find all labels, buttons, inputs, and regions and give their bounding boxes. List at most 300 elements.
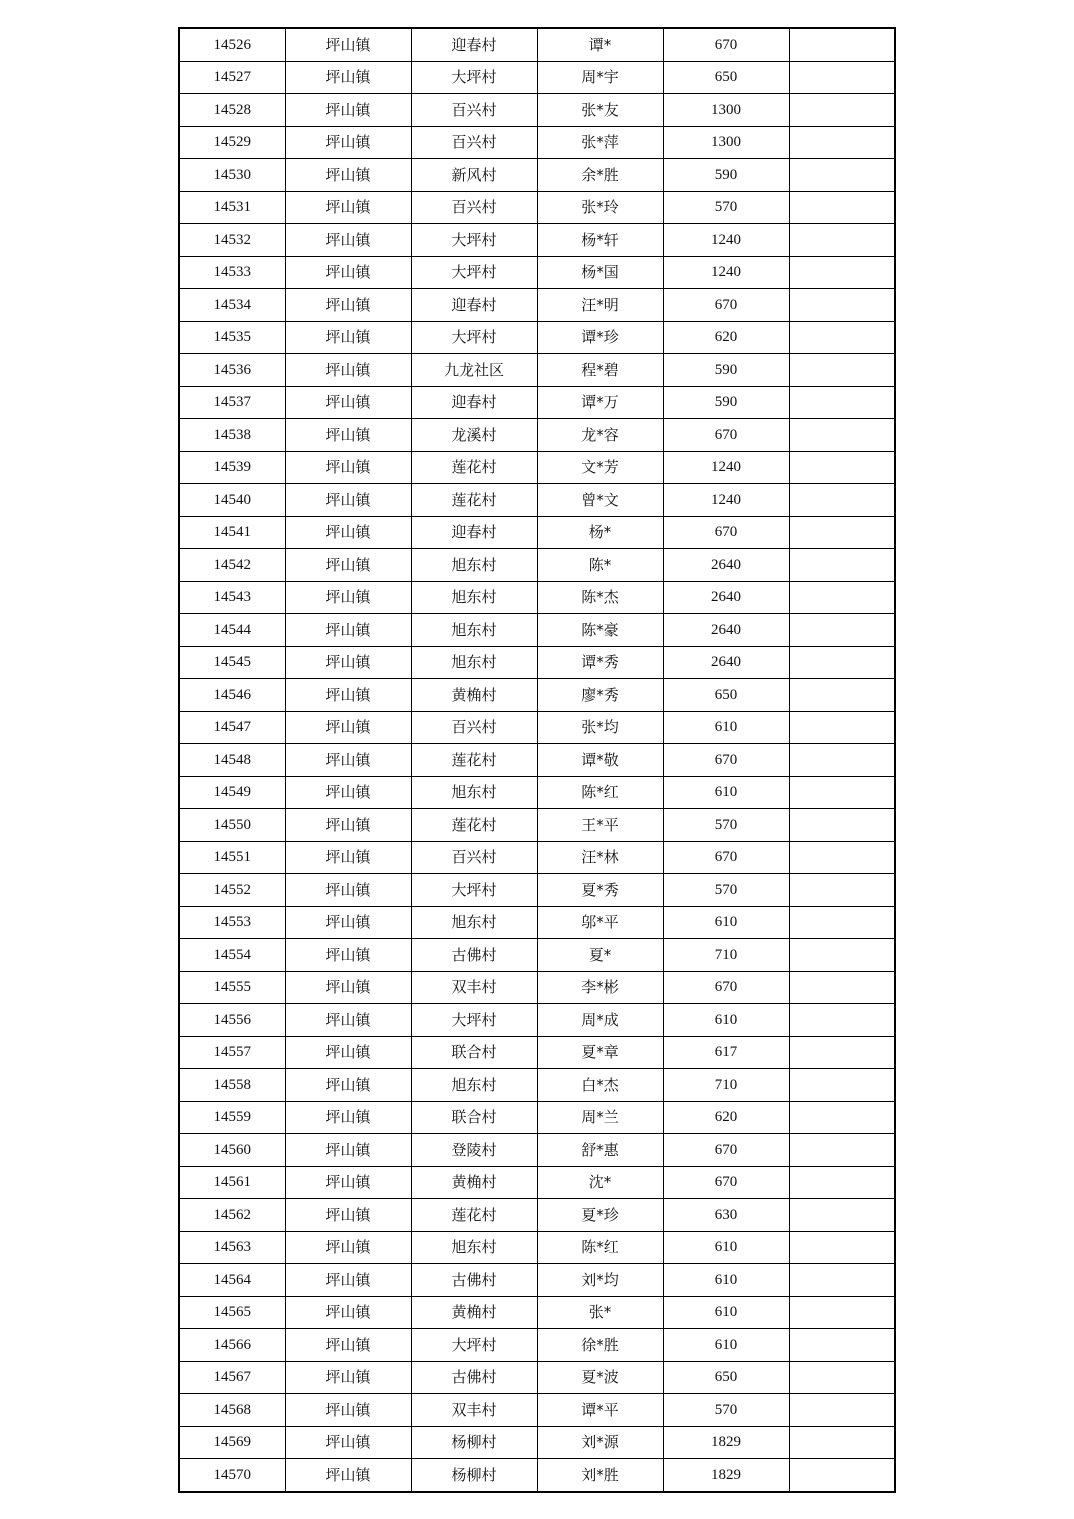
name-cell: 陈*杰 — [537, 581, 663, 614]
town-cell: 坪山镇 — [285, 354, 411, 387]
remark-cell — [789, 1296, 895, 1329]
village-cell: 百兴村 — [411, 126, 537, 159]
town-cell: 坪山镇 — [285, 549, 411, 582]
town-cell: 坪山镇 — [285, 1394, 411, 1427]
remark-cell — [789, 1101, 895, 1134]
remark-cell — [789, 1361, 895, 1394]
amount-cell: 1829 — [663, 1459, 789, 1492]
name-cell: 张*友 — [537, 94, 663, 127]
serial-number-cell: 14534 — [179, 289, 285, 322]
village-cell: 旭东村 — [411, 776, 537, 809]
table-row — [179, 321, 895, 354]
table-row — [179, 1296, 895, 1329]
town-cell: 坪山镇 — [285, 809, 411, 842]
serial-number-cell: 14526 — [179, 28, 285, 61]
remark-cell — [789, 1459, 895, 1492]
amount-cell: 2640 — [663, 549, 789, 582]
name-cell: 夏*珍 — [537, 1199, 663, 1232]
name-cell: 李*彬 — [537, 971, 663, 1004]
town-cell: 坪山镇 — [285, 451, 411, 484]
serial-number-cell: 14570 — [179, 1459, 285, 1492]
village-cell: 旭东村 — [411, 646, 537, 679]
remark-cell — [789, 679, 895, 712]
amount-cell: 590 — [663, 386, 789, 419]
remark-cell — [789, 1134, 895, 1167]
remark-cell — [789, 419, 895, 452]
serial-number-cell: 14531 — [179, 191, 285, 224]
town-cell: 坪山镇 — [285, 1361, 411, 1394]
remark-cell — [789, 1264, 895, 1297]
table-row — [179, 1231, 895, 1264]
amount-cell: 610 — [663, 1296, 789, 1329]
serial-number-cell: 14566 — [179, 1329, 285, 1362]
table-row — [179, 484, 895, 517]
amount-cell: 610 — [663, 776, 789, 809]
name-cell: 陈*豪 — [537, 614, 663, 647]
amount-cell: 1240 — [663, 451, 789, 484]
name-cell: 王*平 — [537, 809, 663, 842]
village-cell: 龙溪村 — [411, 419, 537, 452]
name-cell: 刘*源 — [537, 1426, 663, 1459]
village-cell: 大坪村 — [411, 874, 537, 907]
village-cell: 百兴村 — [411, 94, 537, 127]
name-cell: 张*萍 — [537, 126, 663, 159]
name-cell: 夏* — [537, 939, 663, 972]
village-cell: 旭东村 — [411, 581, 537, 614]
table-row — [179, 971, 895, 1004]
name-cell: 杨*轩 — [537, 224, 663, 257]
amount-cell: 2640 — [663, 614, 789, 647]
remark-cell — [789, 159, 895, 192]
table-row — [179, 1036, 895, 1069]
town-cell: 坪山镇 — [285, 484, 411, 517]
village-cell: 杨柳村 — [411, 1459, 537, 1492]
table-row — [179, 1134, 895, 1167]
serial-number-cell: 14559 — [179, 1101, 285, 1134]
name-cell: 曾*文 — [537, 484, 663, 517]
amount-cell: 570 — [663, 809, 789, 842]
name-cell: 杨*国 — [537, 256, 663, 289]
town-cell: 坪山镇 — [285, 386, 411, 419]
name-cell: 周*兰 — [537, 1101, 663, 1134]
remark-cell — [789, 1426, 895, 1459]
table-row — [179, 289, 895, 322]
town-cell: 坪山镇 — [285, 679, 411, 712]
table-row — [179, 906, 895, 939]
remark-cell — [789, 321, 895, 354]
remark-cell — [789, 191, 895, 224]
name-cell: 陈* — [537, 549, 663, 582]
table-row — [179, 354, 895, 387]
remark-cell — [789, 1004, 895, 1037]
name-cell: 谭*平 — [537, 1394, 663, 1427]
name-cell: 龙*容 — [537, 419, 663, 452]
town-cell: 坪山镇 — [285, 224, 411, 257]
amount-cell: 570 — [663, 874, 789, 907]
village-cell: 大坪村 — [411, 61, 537, 94]
remark-cell — [789, 776, 895, 809]
serial-number-cell: 14543 — [179, 581, 285, 614]
amount-cell: 650 — [663, 61, 789, 94]
table-row — [179, 1004, 895, 1037]
serial-number-cell: 14527 — [179, 61, 285, 94]
village-cell: 百兴村 — [411, 841, 537, 874]
table-row — [179, 1329, 895, 1362]
remark-cell — [789, 516, 895, 549]
amount-cell: 650 — [663, 1361, 789, 1394]
amount-cell: 710 — [663, 939, 789, 972]
remark-cell — [789, 1036, 895, 1069]
town-cell: 坪山镇 — [285, 94, 411, 127]
village-cell: 九龙社区 — [411, 354, 537, 387]
serial-number-cell: 14552 — [179, 874, 285, 907]
serial-number-cell: 14528 — [179, 94, 285, 127]
amount-cell: 1240 — [663, 224, 789, 257]
serial-number-cell: 14567 — [179, 1361, 285, 1394]
table-row — [179, 126, 895, 159]
remark-cell — [789, 289, 895, 322]
table-row — [179, 451, 895, 484]
name-cell: 廖*秀 — [537, 679, 663, 712]
table-row — [179, 1069, 895, 1102]
name-cell: 文*芳 — [537, 451, 663, 484]
name-cell: 夏*章 — [537, 1036, 663, 1069]
town-cell: 坪山镇 — [285, 289, 411, 322]
name-cell: 舒*惠 — [537, 1134, 663, 1167]
table-row — [179, 1394, 895, 1427]
serial-number-cell: 14569 — [179, 1426, 285, 1459]
amount-cell: 1240 — [663, 256, 789, 289]
table-row — [179, 614, 895, 647]
remark-cell — [789, 386, 895, 419]
amount-cell: 670 — [663, 28, 789, 61]
village-cell: 莲花村 — [411, 451, 537, 484]
serial-number-cell: 14565 — [179, 1296, 285, 1329]
serial-number-cell: 14540 — [179, 484, 285, 517]
town-cell: 坪山镇 — [285, 1004, 411, 1037]
town-cell: 坪山镇 — [285, 841, 411, 874]
name-cell: 周*成 — [537, 1004, 663, 1037]
table-row — [179, 711, 895, 744]
amount-cell: 670 — [663, 971, 789, 1004]
table-row — [179, 516, 895, 549]
name-cell: 陈*红 — [537, 776, 663, 809]
name-cell: 周*宇 — [537, 61, 663, 94]
remark-cell — [789, 711, 895, 744]
amount-cell: 670 — [663, 841, 789, 874]
village-cell: 古佛村 — [411, 1264, 537, 1297]
remark-cell — [789, 809, 895, 842]
serial-number-cell: 14546 — [179, 679, 285, 712]
name-cell: 刘*胜 — [537, 1459, 663, 1492]
town-cell: 坪山镇 — [285, 1426, 411, 1459]
amount-cell: 670 — [663, 1166, 789, 1199]
remark-cell — [789, 451, 895, 484]
remark-cell — [789, 256, 895, 289]
remark-cell — [789, 126, 895, 159]
village-cell: 双丰村 — [411, 971, 537, 1004]
village-cell: 旭东村 — [411, 549, 537, 582]
town-cell: 坪山镇 — [285, 1459, 411, 1492]
town-cell: 坪山镇 — [285, 776, 411, 809]
serial-number-cell: 14535 — [179, 321, 285, 354]
town-cell: 坪山镇 — [285, 516, 411, 549]
table-row — [179, 776, 895, 809]
table-row — [179, 1199, 895, 1232]
serial-number-cell: 14556 — [179, 1004, 285, 1037]
remark-cell — [789, 939, 895, 972]
table-row — [179, 1459, 895, 1492]
table-row — [179, 549, 895, 582]
amount-cell: 670 — [663, 419, 789, 452]
serial-number-cell: 14533 — [179, 256, 285, 289]
name-cell: 谭*秀 — [537, 646, 663, 679]
amount-cell: 1300 — [663, 126, 789, 159]
town-cell: 坪山镇 — [285, 744, 411, 777]
serial-number-cell: 14562 — [179, 1199, 285, 1232]
amount-cell: 610 — [663, 1264, 789, 1297]
remark-cell — [789, 906, 895, 939]
amount-cell: 620 — [663, 321, 789, 354]
town-cell: 坪山镇 — [285, 581, 411, 614]
name-cell: 邬*平 — [537, 906, 663, 939]
town-cell: 坪山镇 — [285, 419, 411, 452]
village-cell: 迎春村 — [411, 516, 537, 549]
serial-number-cell: 14548 — [179, 744, 285, 777]
amount-cell: 1300 — [663, 94, 789, 127]
remark-cell — [789, 1166, 895, 1199]
name-cell: 汪*明 — [537, 289, 663, 322]
village-cell: 登陵村 — [411, 1134, 537, 1167]
amount-cell: 620 — [663, 1101, 789, 1134]
amount-cell: 670 — [663, 516, 789, 549]
remark-cell — [789, 224, 895, 257]
name-cell: 白*杰 — [537, 1069, 663, 1102]
village-cell: 黄桷村 — [411, 1296, 537, 1329]
village-cell: 黄桷村 — [411, 1166, 537, 1199]
town-cell: 坪山镇 — [285, 1166, 411, 1199]
name-cell: 夏*波 — [537, 1361, 663, 1394]
serial-number-cell: 14547 — [179, 711, 285, 744]
table-row — [179, 939, 895, 972]
name-cell: 谭*万 — [537, 386, 663, 419]
remark-cell — [789, 354, 895, 387]
amount-cell: 1829 — [663, 1426, 789, 1459]
serial-number-cell: 14544 — [179, 614, 285, 647]
serial-number-cell: 14538 — [179, 419, 285, 452]
village-cell: 旭东村 — [411, 906, 537, 939]
remark-cell — [789, 28, 895, 61]
table-row — [179, 1264, 895, 1297]
name-cell: 杨* — [537, 516, 663, 549]
serial-number-cell: 14561 — [179, 1166, 285, 1199]
remark-cell — [789, 581, 895, 614]
amount-cell: 610 — [663, 711, 789, 744]
village-cell: 旭东村 — [411, 1069, 537, 1102]
serial-number-cell: 14568 — [179, 1394, 285, 1427]
amount-cell: 570 — [663, 191, 789, 224]
remark-cell — [789, 646, 895, 679]
village-cell: 大坪村 — [411, 1329, 537, 1362]
serial-number-cell: 14551 — [179, 841, 285, 874]
name-cell: 刘*均 — [537, 1264, 663, 1297]
amount-cell: 610 — [663, 1329, 789, 1362]
village-cell: 联合村 — [411, 1036, 537, 1069]
village-cell: 大坪村 — [411, 1004, 537, 1037]
town-cell: 坪山镇 — [285, 1101, 411, 1134]
town-cell: 坪山镇 — [285, 1069, 411, 1102]
town-cell: 坪山镇 — [285, 1264, 411, 1297]
amount-cell: 617 — [663, 1036, 789, 1069]
name-cell: 沈* — [537, 1166, 663, 1199]
remark-cell — [789, 841, 895, 874]
village-cell: 古佛村 — [411, 939, 537, 972]
serial-number-cell: 14555 — [179, 971, 285, 1004]
table-row — [179, 191, 895, 224]
village-cell: 旭东村 — [411, 1231, 537, 1264]
village-cell: 莲花村 — [411, 484, 537, 517]
name-cell: 汪*林 — [537, 841, 663, 874]
serial-number-cell: 14563 — [179, 1231, 285, 1264]
town-cell: 坪山镇 — [285, 159, 411, 192]
name-cell: 谭*敬 — [537, 744, 663, 777]
serial-number-cell: 14541 — [179, 516, 285, 549]
remark-cell — [789, 1069, 895, 1102]
table-row — [179, 159, 895, 192]
serial-number-cell: 14550 — [179, 809, 285, 842]
village-cell: 大坪村 — [411, 256, 537, 289]
town-cell: 坪山镇 — [285, 191, 411, 224]
remark-cell — [789, 614, 895, 647]
serial-number-cell: 14564 — [179, 1264, 285, 1297]
remark-cell — [789, 874, 895, 907]
village-cell: 莲花村 — [411, 744, 537, 777]
remark-cell — [789, 1199, 895, 1232]
table-row — [179, 841, 895, 874]
amount-cell: 670 — [663, 289, 789, 322]
table-row — [179, 1426, 895, 1459]
table-row — [179, 28, 895, 61]
town-cell: 坪山镇 — [285, 1296, 411, 1329]
name-cell: 谭*珍 — [537, 321, 663, 354]
serial-number-cell: 14542 — [179, 549, 285, 582]
amount-cell: 2640 — [663, 581, 789, 614]
table-row — [179, 1101, 895, 1134]
village-cell: 迎春村 — [411, 289, 537, 322]
remark-cell — [789, 1231, 895, 1264]
town-cell: 坪山镇 — [285, 711, 411, 744]
town-cell: 坪山镇 — [285, 646, 411, 679]
table-row — [179, 1361, 895, 1394]
village-cell: 新风村 — [411, 159, 537, 192]
town-cell: 坪山镇 — [285, 1036, 411, 1069]
remark-cell — [789, 744, 895, 777]
town-cell: 坪山镇 — [285, 256, 411, 289]
village-cell: 旭东村 — [411, 614, 537, 647]
amount-cell: 670 — [663, 744, 789, 777]
serial-number-cell: 14536 — [179, 354, 285, 387]
name-cell: 程*碧 — [537, 354, 663, 387]
village-cell: 双丰村 — [411, 1394, 537, 1427]
amount-cell: 650 — [663, 679, 789, 712]
amount-cell: 1240 — [663, 484, 789, 517]
serial-number-cell: 14560 — [179, 1134, 285, 1167]
village-cell: 迎春村 — [411, 386, 537, 419]
table-row — [179, 61, 895, 94]
town-cell: 坪山镇 — [285, 61, 411, 94]
town-cell: 坪山镇 — [285, 939, 411, 972]
table-row — [179, 386, 895, 419]
serial-number-cell: 14557 — [179, 1036, 285, 1069]
town-cell: 坪山镇 — [285, 1231, 411, 1264]
name-cell: 谭* — [537, 28, 663, 61]
town-cell: 坪山镇 — [285, 1134, 411, 1167]
name-cell: 徐*胜 — [537, 1329, 663, 1362]
town-cell: 坪山镇 — [285, 614, 411, 647]
village-cell: 百兴村 — [411, 711, 537, 744]
serial-number-cell: 14532 — [179, 224, 285, 257]
amount-cell: 590 — [663, 159, 789, 192]
serial-number-cell: 14554 — [179, 939, 285, 972]
village-cell: 百兴村 — [411, 191, 537, 224]
table-row — [179, 646, 895, 679]
table-row — [179, 679, 895, 712]
village-cell: 黄桷村 — [411, 679, 537, 712]
amount-cell: 610 — [663, 1231, 789, 1264]
remark-cell — [789, 971, 895, 1004]
amount-cell: 570 — [663, 1394, 789, 1427]
town-cell: 坪山镇 — [285, 874, 411, 907]
table-row — [179, 256, 895, 289]
serial-number-cell: 14529 — [179, 126, 285, 159]
serial-number-cell: 14545 — [179, 646, 285, 679]
remark-cell — [789, 484, 895, 517]
village-cell: 莲花村 — [411, 1199, 537, 1232]
town-cell: 坪山镇 — [285, 1329, 411, 1362]
town-cell: 坪山镇 — [285, 28, 411, 61]
remark-cell — [789, 61, 895, 94]
village-cell: 莲花村 — [411, 809, 537, 842]
serial-number-cell: 14539 — [179, 451, 285, 484]
village-cell: 大坪村 — [411, 224, 537, 257]
town-cell: 坪山镇 — [285, 126, 411, 159]
serial-number-cell: 14549 — [179, 776, 285, 809]
village-cell: 迎春村 — [411, 28, 537, 61]
amount-cell: 610 — [663, 1004, 789, 1037]
remark-cell — [789, 549, 895, 582]
amount-cell: 710 — [663, 1069, 789, 1102]
table-row — [179, 874, 895, 907]
village-cell: 大坪村 — [411, 321, 537, 354]
serial-number-cell: 14530 — [179, 159, 285, 192]
name-cell: 余*胜 — [537, 159, 663, 192]
village-cell: 古佛村 — [411, 1361, 537, 1394]
serial-number-cell: 14553 — [179, 906, 285, 939]
name-cell: 陈*红 — [537, 1231, 663, 1264]
table-row — [179, 744, 895, 777]
town-cell: 坪山镇 — [285, 906, 411, 939]
records-table — [178, 27, 896, 1493]
amount-cell: 610 — [663, 906, 789, 939]
amount-cell: 670 — [663, 1134, 789, 1167]
amount-cell: 2640 — [663, 646, 789, 679]
town-cell: 坪山镇 — [285, 1199, 411, 1232]
name-cell: 张*玲 — [537, 191, 663, 224]
remark-cell — [789, 1329, 895, 1362]
serial-number-cell: 14537 — [179, 386, 285, 419]
town-cell: 坪山镇 — [285, 321, 411, 354]
village-cell: 联合村 — [411, 1101, 537, 1134]
